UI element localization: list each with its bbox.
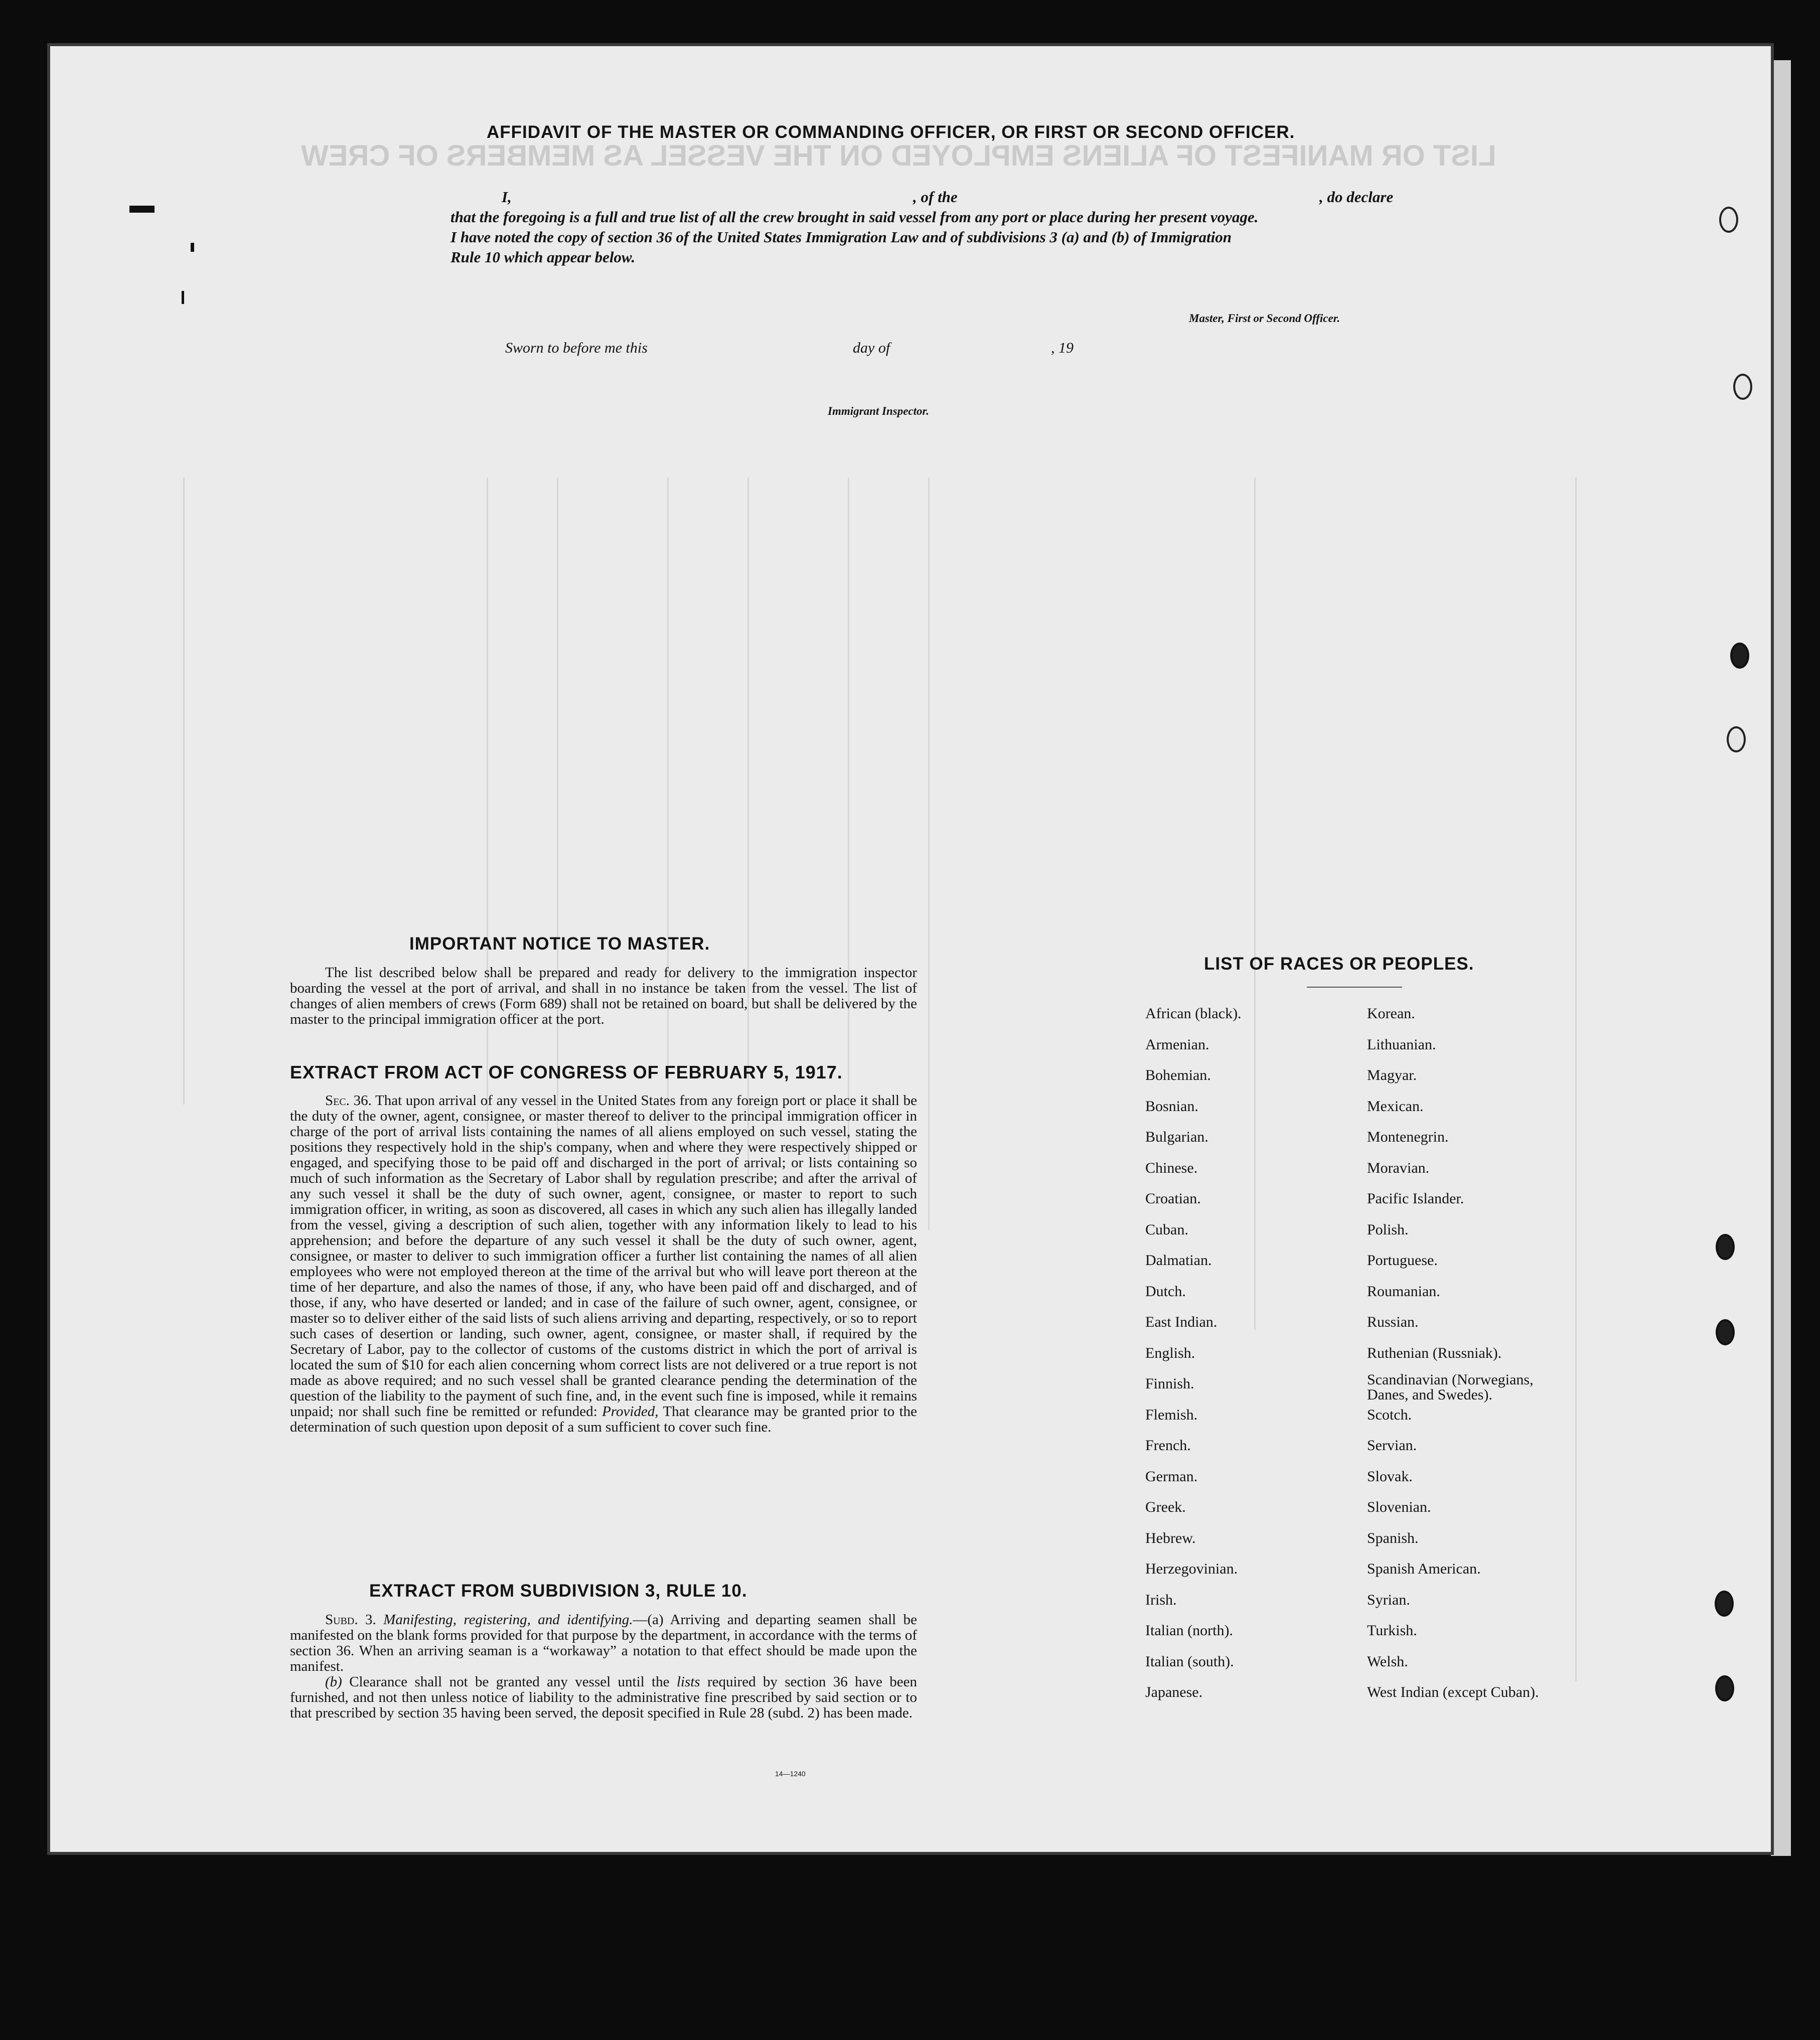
subd-label: Subd. 3.	[325, 1612, 376, 1628]
sworn-before-me: Sworn to before me this	[505, 340, 648, 356]
race-item: Russian.	[1367, 1314, 1419, 1330]
race-item: Italian (south).	[1145, 1653, 1234, 1670]
race-item: Pacific Islander.	[1367, 1190, 1464, 1207]
race-item: Greek.	[1145, 1499, 1186, 1515]
notice-text: The list described below shall be prepared and ready for delivery to the immigration inspector boarding the vessel at the port of arrival, and shall in no instance be taken from the vessel. The list of changes of alien members of crews (Form 689) shall not be retained on board, but shall be delivered by the master to the principal immigration officer at the port.	[290, 965, 917, 1027]
race-item: Mexican.	[1367, 1097, 1424, 1115]
bleed-column-line	[1254, 478, 1256, 1330]
race-item: Spanish.	[1367, 1529, 1419, 1546]
race-item: Roumanian.	[1367, 1283, 1440, 1300]
race-item: Flemish.	[1145, 1406, 1198, 1423]
race-item: Chinese.	[1145, 1159, 1198, 1176]
binder-hole	[1716, 1319, 1735, 1345]
race-item: Armenian.	[1145, 1036, 1209, 1053]
provided-word: Provided,	[602, 1403, 659, 1420]
stray-mark	[182, 291, 184, 304]
race-item: Scandinavian (Norwegians, Danes, and Swedes).	[1367, 1371, 1534, 1403]
race-item: Irish.	[1145, 1591, 1177, 1608]
rule-body	[290, 1612, 917, 1721]
race-item: Italian (north).	[1145, 1622, 1233, 1639]
para-b-text-1: Clearance shall not be granted any vessel until the	[349, 1674, 670, 1690]
race-item: Welsh.	[1367, 1653, 1408, 1670]
bleed-column-line	[183, 478, 185, 1105]
para-b-text-2: required by section 36 have been furnished, and not then unless notice of liability to the administrative fine prescribed by said section or to that prescribed by section 35 having been served, the deposit specified in Rule 28 (subd. 2) has been made.	[290, 1674, 917, 1721]
act-text: That upon arrival of any vessel in the United States from any foreign port or place it shall be the duty of the owner, agent, consignee, or master thereof to deliver to the principal immigration officer in charge of the port of arrival lists containing the names of all aliens employed on such vessel, stating the positions they respectively hold in the ship's company, when and where they were respectively shipped or engaged, and specifying those to be paid off and discharged in the port of arrival; or lists containing so much of such information as the Secretary of Labor shall by regulation prescribe; and after the arrival of any such vessel it shall be the duty of such owner, agent, consignee, or master to report to such immigration officer, in writing, as soon as discovered, all cases in which any such alien has illegally landed from the vessel, giving a description of such alien, together with any information likely to lead to his apprehension; and before the departure of any such vessel it shall be the duty of such owner, agent, consignee, or master to deliver to such immigration officer a further list containing the names of all alien employees who were not employed thereon at the time of the arrival but who will leave port thereon at the time of her departure, and also the names of those, if any, who have been paid off and discharged, and of those, if any, who have deserted or landed; and in case of the failure of such owner, agent, consignee, or master so to deliver either of the said lists of such aliens arriving and departing, respectively, or so to report such cases of desertion or landing, such owner, agent, consignee, or master shall, if required by the Secretary of Labor, pay to the collector of customs of the customs district in which the port of arrival is located the sum of $10 for each alien concerning whom correct lists are not delivered or a true report is not made as above required; and no such vessel shall be granted clearance pending the determination of the question of the liability to the payment of such fine, and, in the event such fine is imposed, while it remains unpaid; nor shall such fine be remitted or refunded:	[290, 1092, 917, 1420]
act-text-end: That clearance may be granted prior to the determination of such question upon deposit of a sum sufficient to cover such fine.	[290, 1403, 918, 1435]
affidavit-line-4: Rule 10 which appear below.	[450, 248, 636, 266]
affidavit-title: AFFIDAVIT OF THE MASTER OR COMMANDING OFFICER, OR FIRST OR SECOND OFFICER.	[487, 122, 1295, 142]
stray-mark	[129, 206, 155, 213]
race-item: Slovenian.	[1367, 1499, 1431, 1515]
race-item: Magyar.	[1367, 1067, 1417, 1083]
race-item: African (black).	[1145, 1005, 1242, 1022]
affidavit-of-the: , of the	[913, 188, 958, 206]
race-item: Scotch.	[1367, 1406, 1412, 1423]
binder-hole	[1715, 1675, 1734, 1701]
race-item: Syrian.	[1367, 1591, 1410, 1608]
master-signature-caption: Master, First or Second Officer.	[1189, 312, 1340, 325]
manifest-page	[50, 46, 1771, 1852]
para-b-lists: lists	[676, 1674, 700, 1690]
affidavit-i: I,	[502, 188, 512, 206]
race-item: Montenegrin.	[1367, 1129, 1449, 1145]
stray-mark	[191, 243, 194, 252]
race-item: Lithuanian.	[1367, 1036, 1436, 1053]
race-item: Herzegovinian.	[1145, 1560, 1238, 1577]
race-item: Finnish.	[1145, 1375, 1194, 1392]
bleed-column-line	[928, 478, 930, 1230]
bleed-column-line	[1575, 478, 1577, 1681]
race-item: Croatian.	[1145, 1190, 1201, 1207]
affidavit-line-2: that the foregoing is a full and true list of all the crew brought in said vessel from any port or place during her present voyage.	[450, 208, 1259, 226]
race-item: Hebrew.	[1145, 1529, 1196, 1546]
subd-title: Manifesting, registering, and identifying.	[383, 1612, 633, 1628]
affidavit-do-declare: , do declare	[1319, 188, 1394, 206]
races-heading-rule	[1307, 987, 1402, 988]
races-heading: LIST OF RACES OR PEOPLES.	[1204, 954, 1474, 974]
race-item: Korean.	[1367, 1005, 1415, 1022]
para-b-label: (b)	[325, 1674, 342, 1690]
race-item: Polish.	[1367, 1221, 1409, 1238]
race-item: Cuban.	[1145, 1221, 1188, 1238]
race-item: Ruthenian (Russniak).	[1367, 1344, 1502, 1361]
sworn-year: , 19	[1051, 340, 1074, 356]
race-item: Japanese.	[1145, 1684, 1203, 1700]
binder-hole	[1733, 374, 1752, 400]
race-item: Moravian.	[1367, 1159, 1430, 1176]
act-heading: EXTRACT FROM ACT OF CONGRESS OF FEBRUARY 5, 1917.	[290, 1062, 843, 1082]
race-item: English.	[1145, 1344, 1195, 1361]
race-item: Slovak.	[1367, 1468, 1413, 1485]
binder-hole	[1730, 643, 1749, 669]
binder-hole	[1715, 1591, 1734, 1617]
race-item: Portuguese.	[1367, 1252, 1438, 1269]
race-item: Spanish American.	[1367, 1560, 1481, 1577]
binder-hole	[1716, 1234, 1735, 1260]
race-item: Dutch.	[1145, 1283, 1186, 1300]
race-item: Bosnian.	[1145, 1097, 1198, 1115]
rule-heading: EXTRACT FROM SUBDIVISION 3, RULE 10.	[369, 1581, 747, 1601]
para-a-prefix: —(a)	[633, 1612, 664, 1628]
affidavit-line-3: I have noted the copy of section 36 of the United States Immigration Law and of subdivisions 3 (a) and (b) of Immigration	[450, 228, 1232, 246]
para-a-text: Arriving and departing seamen shall be manifested on the blank forms provided for that purpose by the department, in accordance with the terms of section 36. When an arriving seaman is a “workaway” a notation to that effect should be made upon the manifest.	[290, 1612, 918, 1674]
immigrant-inspector-caption: Immigrant Inspector.	[828, 405, 929, 417]
race-item: Bulgarian.	[1145, 1129, 1208, 1145]
act-body	[290, 1093, 917, 1435]
race-item: German.	[1145, 1468, 1198, 1485]
page-edge-strip	[1771, 60, 1791, 1856]
section-label: Sec. 36.	[325, 1092, 372, 1109]
notice-heading: IMPORTANT NOTICE TO MASTER.	[409, 934, 710, 954]
form-number: 14—1240	[775, 1770, 806, 1778]
sworn-day-of: day of	[853, 340, 890, 356]
notice-body	[290, 965, 917, 1027]
race-item: Dalmatian.	[1145, 1252, 1212, 1269]
race-item: West Indian (except Cuban).	[1367, 1684, 1539, 1700]
race-item: Turkish.	[1367, 1622, 1417, 1639]
binder-hole	[1727, 726, 1746, 752]
race-item: Servian.	[1367, 1437, 1417, 1454]
bleed-through-title: LIST OR MANIFEST OF ALIENS EMPLOYED ON THE VESSEL AS MEMBERS OF CREW	[301, 139, 1496, 172]
race-item: French.	[1145, 1437, 1191, 1454]
binder-hole	[1719, 207, 1738, 233]
race-item: East Indian.	[1145, 1314, 1218, 1330]
race-item: Bohemian.	[1145, 1067, 1211, 1083]
